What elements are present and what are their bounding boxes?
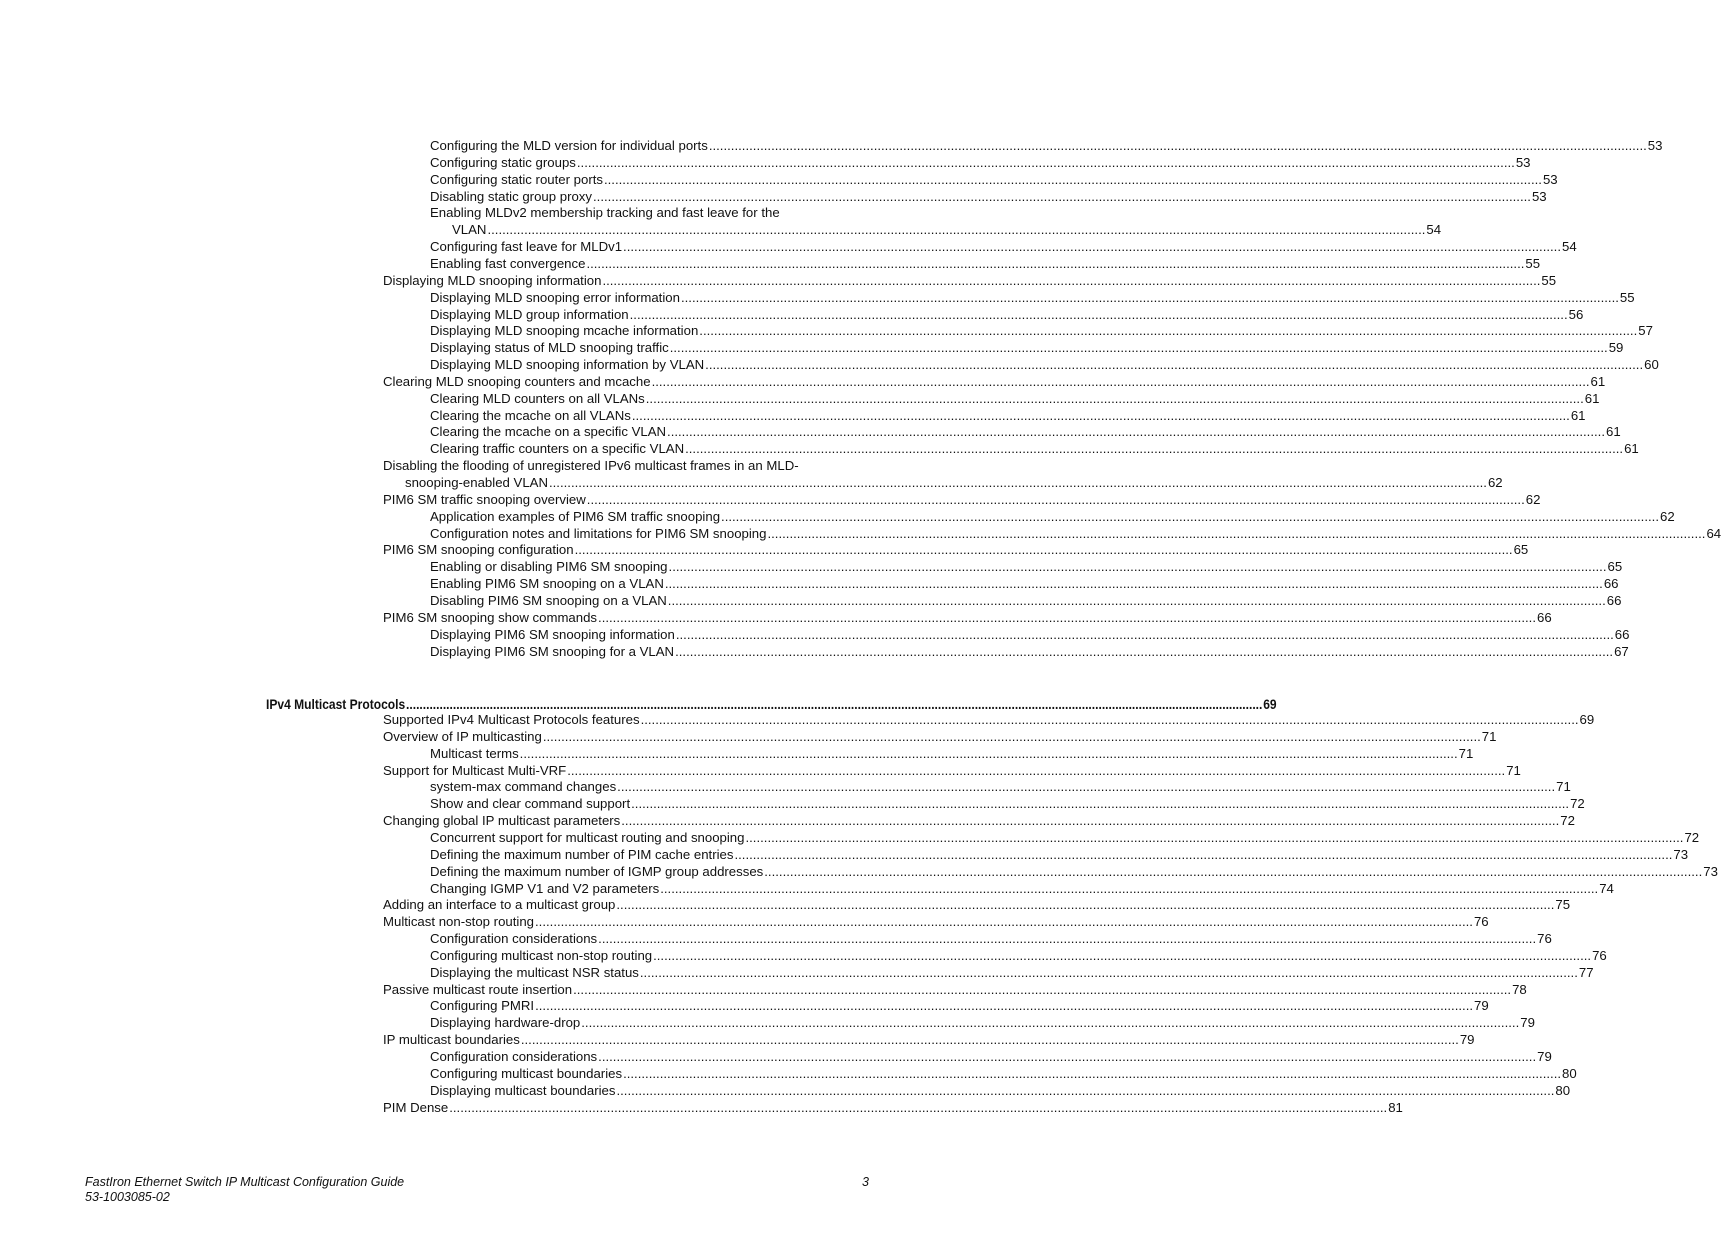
toc-entry-page: 79: [1459, 1032, 1475, 1048]
toc-entry[interactable]: [383, 762, 1521, 780]
toc-entry-page: 61: [1584, 390, 1600, 406]
dot-leader: [652, 374, 1590, 391]
toc-entry[interactable]: [383, 914, 1489, 931]
dot-leader: [646, 391, 1584, 408]
dot-leader: [623, 239, 1561, 256]
toc-entry-page: 53: [1515, 154, 1531, 170]
toc-entry[interactable]: [383, 712, 1595, 729]
dot-leader: [709, 138, 1647, 155]
toc-entry-title: Configuring the MLD version for individual ports: [430, 138, 708, 153]
toc-entry-page: 64: [1706, 525, 1721, 541]
toc-entry[interactable]: [430, 863, 1718, 881]
toc-entry[interactable]: [430, 306, 1584, 324]
toc-entry-page: 78: [1512, 981, 1527, 997]
toc-entry[interactable]: [383, 609, 1552, 627]
toc-entry-title: PIM6 SM traffic snooping overview: [383, 491, 586, 507]
toc-entry[interactable]: [430, 964, 1594, 982]
dot-leader: [653, 948, 1591, 965]
toc-entry-page: 66: [1603, 576, 1619, 592]
footer-doc-title: FastIron Ethernet Switch IP Multicast Configuration Guide: [85, 1175, 405, 1189]
toc-entry[interactable]: [430, 1015, 1535, 1032]
toc-entry-page: 54: [1562, 239, 1577, 255]
toc-entry-title: IP multicast boundaries: [383, 1032, 520, 1048]
toc-entry-page: 61: [1570, 407, 1586, 423]
toc-entry[interactable]: [430, 205, 1442, 239]
toc-entry[interactable]: [430, 171, 1558, 189]
dot-leader: [764, 864, 1702, 881]
toc-entry-title: Displaying hardware-drop: [430, 1015, 581, 1031]
toc-entry-title: Configuration considerations: [430, 931, 598, 947]
toc-entry[interactable]: [430, 626, 1630, 644]
toc-entry-page: 66: [1606, 592, 1622, 608]
toc-entry-page: 56: [1568, 306, 1584, 322]
toc-entry-title: Multicast terms: [430, 745, 519, 761]
dot-leader: [660, 881, 1598, 898]
toc-entry-title: PIM6 SM snooping show commands: [383, 609, 598, 625]
toc-entry[interactable]: [383, 1099, 1403, 1117]
dot-leader: [520, 746, 1458, 763]
toc-entry-title: Show and clear command support: [430, 796, 631, 812]
toc-chapter-ipv4-multicast-protocols[interactable]: [266, 695, 1277, 713]
toc-entry[interactable]: [430, 323, 1653, 340]
dot-leader: [745, 830, 1683, 847]
toc-entry[interactable]: [430, 154, 1531, 172]
toc-entry[interactable]: [430, 643, 1629, 661]
dot-leader: [535, 914, 1473, 931]
toc-entry-title: Adding an interface to a multicast group: [383, 897, 616, 913]
dot-leader: [685, 441, 1623, 458]
toc-entry-page: 79: [1520, 1015, 1535, 1031]
toc-entry-title: Changing IGMP V1 and V2 parameters: [430, 880, 660, 896]
dot-leader: [641, 712, 1579, 729]
toc-entry[interactable]: [383, 728, 1497, 746]
dot-leader: [670, 340, 1608, 357]
toc-entry-page: 76: [1473, 914, 1489, 930]
toc-entry-page: 72: [1560, 813, 1575, 829]
toc-entry[interactable]: [430, 947, 1607, 965]
toc-entry-page: 69: [1579, 712, 1595, 727]
toc-entry-title: Configuring PMRI: [430, 998, 535, 1014]
toc-entry-title: Displaying PIM6 SM snooping for a VLAN: [430, 643, 675, 659]
toc-entry-page: 79: [1474, 998, 1489, 1014]
toc-entry-page: 71: [1458, 745, 1474, 761]
toc-entry[interactable]: [430, 931, 1552, 948]
footer-page-number: 3: [862, 1175, 869, 1189]
toc-entry-title: Clearing the mcache on a specific VLAN: [430, 424, 667, 440]
dot-leader: [617, 779, 1555, 796]
dot-leader: [549, 475, 1487, 490]
toc-entry-page: 61: [1590, 373, 1606, 389]
toc-entry-title: Clearing the mcache on all VLANs: [430, 407, 631, 423]
toc-entry-title: Configuration notes and limitations for PIM6 SM snooping: [430, 525, 767, 541]
toc-entry-title: Displaying MLD snooping mcache information: [430, 323, 699, 339]
toc-entry[interactable]: [383, 981, 1527, 999]
dot-leader: [665, 576, 1603, 593]
toc-entry-page: 77: [1578, 964, 1594, 980]
toc-entry[interactable]: [383, 813, 1575, 830]
page-footer: [85, 1175, 869, 1205]
toc-entry-title: Configuring static groups: [430, 154, 576, 170]
toc-entry-page: 71: [1506, 762, 1521, 778]
toc-entry-title: Support for Multicast Multi-VRF: [383, 762, 567, 778]
footer-doc-number: 53-1003085-02: [85, 1190, 170, 1204]
toc-entry-title: Disabling the flooding of unregistered IPv6 multicast frames in an MLD-: [383, 458, 799, 474]
toc-entry-page: 53: [1531, 188, 1547, 204]
toc-entry[interactable]: [383, 1032, 1475, 1049]
toc-entry-page: 62: [1660, 508, 1675, 524]
toc-entry[interactable]: [430, 239, 1577, 256]
toc-entry-page: 60: [1644, 357, 1659, 373]
toc-entry-title: Displaying multicast boundaries: [430, 1082, 616, 1098]
toc-entry-title: Passive multicast route insertion: [383, 981, 573, 997]
dot-leader: [449, 1100, 1387, 1117]
toc-entry-title: Displaying MLD snooping information: [383, 272, 602, 288]
dot-leader: [535, 998, 1473, 1015]
dot-leader: [632, 408, 1570, 425]
toc-entry-title: Enabling PIM6 SM snooping on a VLAN: [430, 576, 664, 592]
dot-leader: [721, 509, 1659, 526]
dot-leader: [604, 172, 1542, 189]
toc-entry-title: Disabling static group proxy: [430, 188, 592, 204]
toc-entry[interactable]: [430, 796, 1585, 813]
toc-entry-page: 57: [1638, 323, 1653, 339]
toc-entry-page: 53: [1647, 138, 1663, 153]
toc-entry[interactable]: [430, 138, 1663, 155]
toc-entry[interactable]: [430, 745, 1474, 763]
toc-entry[interactable]: [430, 880, 1614, 898]
toc-entry-page: 61: [1606, 424, 1621, 440]
dot-leader: [487, 222, 1425, 237]
toc-entry-page: 53: [1542, 171, 1558, 187]
toc-entry-title-continued: VLAN: [452, 222, 487, 238]
toc-entry[interactable]: [430, 998, 1489, 1015]
dot-leader: [577, 155, 1515, 172]
toc-entry[interactable]: [430, 525, 1721, 543]
toc-entry[interactable]: [383, 272, 1557, 290]
toc-entry[interactable]: [430, 508, 1675, 526]
toc-entry[interactable]: [430, 829, 1700, 847]
dot-leader: [598, 610, 1536, 627]
toc-entry[interactable]: [383, 458, 1503, 492]
dot-leader: [699, 323, 1637, 340]
toc-entry-title: Supported IPv4 Multicast Protocols features: [383, 712, 640, 727]
toc-entry-title: Configuring multicast non-stop routing: [430, 947, 653, 963]
toc-entry[interactable]: [383, 373, 1606, 391]
toc-entry-page: 55: [1619, 289, 1635, 305]
toc-entry-title: Multicast non-stop routing: [383, 914, 534, 930]
toc-entry-title: Defining the maximum number of IGMP group addresses: [430, 863, 764, 879]
toc-entry[interactable]: [430, 289, 1635, 307]
toc-entry-title: Application examples of PIM6 SM traffic snooping: [430, 508, 721, 524]
dot-leader: [521, 1032, 1459, 1049]
toc-entry-title: Displaying MLD snooping information by VLAN: [430, 357, 705, 373]
toc-entry-title: Changing global IP multicast parameters: [383, 813, 621, 829]
toc-entry[interactable]: [430, 407, 1586, 425]
toc-entry-page: 59: [1608, 340, 1624, 356]
toc-entry-page: 72: [1684, 829, 1700, 845]
dot-leader: [598, 931, 1536, 948]
dot-leader: [567, 763, 1505, 780]
toc-entry-page: 79: [1537, 1049, 1552, 1064]
toc-entry-title: Configuring fast leave for MLDv1: [430, 239, 623, 255]
dot-leader: [598, 1049, 1536, 1066]
toc-entry-page: 55: [1541, 272, 1557, 288]
toc-entry-title: Clearing MLD snooping counters and mcache: [383, 373, 651, 389]
dot-leader: [681, 290, 1619, 307]
toc-entry-page: 76: [1592, 947, 1607, 963]
toc-entry-title: Displaying status of MLD snooping traffic: [430, 340, 669, 356]
dot-leader: [621, 813, 1559, 830]
toc-entry-title: PIM6 SM snooping configuration: [383, 542, 574, 558]
toc-entry[interactable]: [430, 340, 1624, 357]
toc-entry[interactable]: [430, 1065, 1577, 1083]
dot-leader: [593, 189, 1531, 206]
toc-entry[interactable]: [430, 1049, 1552, 1066]
toc-entry[interactable]: [430, 592, 1622, 610]
toc-entry[interactable]: [430, 424, 1621, 441]
dot-leader: [630, 307, 1568, 324]
toc-entry-page: 67: [1614, 643, 1629, 659]
chapter-title: IPv4 Multicast Protocols: [266, 696, 406, 712]
toc-entry-page: 66: [1614, 626, 1630, 642]
dot-leader: [543, 729, 1481, 746]
toc-entry[interactable]: [383, 897, 1571, 914]
toc-entry-title: Displaying the multicast NSR status: [430, 964, 639, 980]
toc-entry[interactable]: [430, 255, 1541, 273]
toc-entry-title: Enabling MLDv2 membership tracking and fast leave for the: [430, 205, 780, 221]
toc-entry-page: 65: [1607, 559, 1623, 575]
toc-entry[interactable]: [430, 390, 1600, 408]
toc-entry-title: Clearing MLD counters on all VLANs: [430, 390, 645, 406]
toc-entry[interactable]: [430, 576, 1619, 593]
toc-entry-page: 61: [1624, 441, 1639, 457]
toc-entry-page: 62: [1487, 474, 1503, 490]
toc-entry[interactable]: [430, 846, 1689, 864]
toc-entry[interactable]: [430, 1082, 1571, 1100]
toc-entry-title: Displaying MLD group information: [430, 306, 629, 322]
dot-leader: [668, 593, 1606, 610]
dot-leader: [616, 1083, 1554, 1100]
toc-entry-page: 55: [1525, 255, 1541, 271]
dot-leader: [640, 965, 1578, 982]
toc-entry[interactable]: [383, 491, 1541, 509]
toc-entry-page: 80: [1555, 1082, 1571, 1098]
toc-entry-page: 71: [1556, 779, 1571, 795]
toc-entry-title: Disabling PIM6 SM snooping on a VLAN: [430, 592, 667, 608]
toc-entry-page: 62: [1525, 491, 1541, 507]
toc-entry-page: 74: [1599, 880, 1614, 896]
toc-entry-title: Concurrent support for multicast routing and snooping: [430, 829, 745, 845]
dot-leader: [586, 256, 1524, 273]
dot-leader: [669, 559, 1607, 576]
dot-leader: [734, 847, 1672, 864]
dot-leader: [631, 796, 1569, 813]
toc-entry-title: Displaying MLD snooping error information: [430, 289, 680, 305]
toc-entry-page: 76: [1537, 931, 1552, 947]
toc-entry-page: 72: [1570, 796, 1585, 812]
dot-leader: [667, 424, 1605, 441]
dot-leader: [602, 273, 1540, 290]
dot-leader: [676, 627, 1614, 644]
toc-entry-page: 73: [1703, 863, 1718, 879]
toc-entry-page: 65: [1513, 542, 1529, 558]
toc-entry-page: 71: [1481, 728, 1497, 744]
dot-leader: [587, 492, 1525, 509]
toc-entry-title: Defining the maximum number of PIM cache entries: [430, 846, 734, 862]
toc-entry-title: Configuring multicast boundaries: [430, 1065, 623, 1081]
dot-leader: [616, 897, 1554, 914]
toc-entry-page: 54: [1426, 222, 1442, 238]
dot-leader: [675, 644, 1613, 661]
toc-entry-page: 66: [1537, 609, 1552, 625]
dot-leader: [767, 526, 1705, 543]
toc-entry[interactable]: [430, 188, 1547, 206]
toc-entry[interactable]: [430, 779, 1571, 796]
toc-entry-title: PIM Dense: [383, 1099, 449, 1115]
toc-entry-title: Configuration considerations: [430, 1049, 598, 1064]
toc-entry[interactable]: [430, 559, 1623, 576]
dot-leader: [573, 982, 1511, 999]
toc-entry[interactable]: [430, 357, 1659, 374]
toc-entry-title: Configuring static router ports: [430, 171, 603, 187]
toc-entry[interactable]: [430, 441, 1639, 458]
dot-leader: [623, 1066, 1561, 1083]
toc-entry-title: Enabling or disabling PIM6 SM snooping: [430, 559, 668, 575]
toc-entry-title: Overview of IP multicasting: [383, 728, 542, 744]
toc-entry[interactable]: [383, 542, 1529, 559]
dot-leader: [705, 357, 1643, 374]
toc-entry-title: Displaying PIM6 SM snooping information: [430, 626, 675, 642]
toc-entry-title: Enabling fast convergence: [430, 255, 586, 271]
chapter-page: 69: [1263, 696, 1277, 712]
toc-entry-page: 75: [1555, 897, 1571, 913]
toc-entry-title: system-max command changes: [430, 779, 617, 795]
dot-leader: [581, 1015, 1519, 1032]
dot-leader: [406, 695, 1262, 713]
dot-leader: [575, 542, 1513, 559]
toc-entry-title: Clearing traffic counters on a specific VLAN: [430, 441, 685, 457]
toc-entry-page: 81: [1388, 1099, 1403, 1115]
toc-entry-title-continued: snooping-enabled VLAN: [405, 474, 548, 490]
toc-entry-page: 73: [1673, 846, 1689, 862]
toc-entry-page: 80: [1562, 1065, 1577, 1081]
